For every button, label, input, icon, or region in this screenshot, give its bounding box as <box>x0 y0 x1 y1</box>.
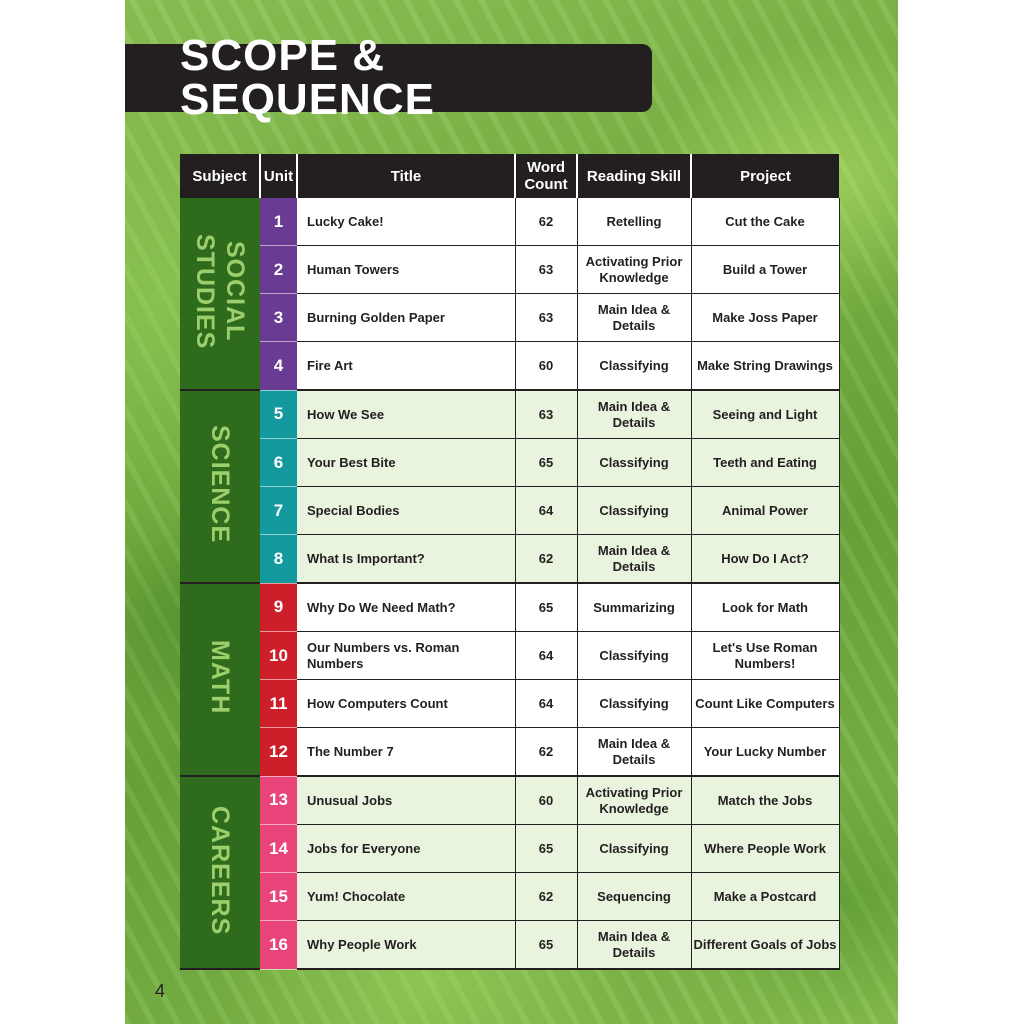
reading-skill: Classifying <box>577 487 691 535</box>
unit-number: 1 <box>260 198 297 246</box>
table-row <box>180 487 839 535</box>
project: Where People Work <box>691 825 839 873</box>
subject-social-studies <box>180 198 260 390</box>
page-title: SCOPE & SEQUENCE <box>180 31 435 124</box>
unit-number: 13 <box>260 776 297 825</box>
reading-skill: Classifying <box>577 680 691 728</box>
project: Animal Power <box>691 487 839 535</box>
unit-number: 7 <box>260 487 297 535</box>
table-row <box>180 342 839 391</box>
reading-skill: Activating Prior Knowledge <box>577 776 691 825</box>
subject-science <box>180 390 260 583</box>
table-row <box>180 921 839 970</box>
reading-skill: Summarizing <box>577 583 691 632</box>
subject-label: SCIENCE <box>206 425 234 544</box>
project: Look for Math <box>691 583 839 632</box>
scope-sequence-table <box>180 154 840 970</box>
project: Your Lucky Number <box>691 728 839 777</box>
unit-number: 11 <box>260 680 297 728</box>
unit-title: Lucky Cake! <box>297 198 515 246</box>
word-count: 65 <box>515 921 577 970</box>
unit-number: 9 <box>260 583 297 632</box>
word-count: 64 <box>515 487 577 535</box>
project: How Do I Act? <box>691 535 839 584</box>
word-count: 62 <box>515 728 577 777</box>
word-count: 62 <box>515 873 577 921</box>
reading-skill: Main Idea & Details <box>577 294 691 342</box>
reading-skill: Classifying <box>577 439 691 487</box>
unit-title: How We See <box>297 390 515 439</box>
table-row <box>180 198 839 246</box>
word-count: 62 <box>515 198 577 246</box>
column-header-title: Title <box>297 154 515 198</box>
table-row <box>180 294 839 342</box>
word-count: 64 <box>515 632 577 680</box>
word-count: 65 <box>515 825 577 873</box>
project: Let's Use Roman Numbers! <box>691 632 839 680</box>
unit-title: Why People Work <box>297 921 515 970</box>
page-number: 4 <box>155 981 166 1001</box>
column-header-word-count: Word Count <box>515 154 577 198</box>
unit-number: 12 <box>260 728 297 777</box>
project: Make String Drawings <box>691 342 839 391</box>
unit-title: Special Bodies <box>297 487 515 535</box>
reading-skill: Activating Prior Knowledge <box>577 246 691 294</box>
word-count: 63 <box>515 390 577 439</box>
word-count: 65 <box>515 583 577 632</box>
unit-title: Human Towers <box>297 246 515 294</box>
reading-skill: Retelling <box>577 198 691 246</box>
unit-number: 3 <box>260 294 297 342</box>
unit-number: 4 <box>260 342 297 391</box>
word-count: 60 <box>515 776 577 825</box>
unit-title: Yum! Chocolate <box>297 873 515 921</box>
subject-label: SOCIAL STUDIES <box>191 233 249 350</box>
project: Different Goals of Jobs <box>691 921 839 970</box>
word-count: 63 <box>515 246 577 294</box>
reading-skill: Main Idea & Details <box>577 390 691 439</box>
subject-label: CAREERS <box>206 805 234 936</box>
reading-skill: Main Idea & Details <box>577 728 691 777</box>
unit-title: Unusual Jobs <box>297 776 515 825</box>
subject-math <box>180 583 260 776</box>
unit-number: 2 <box>260 246 297 294</box>
word-count: 65 <box>515 439 577 487</box>
project: Teeth and Eating <box>691 439 839 487</box>
page <box>125 0 898 1024</box>
table-row <box>180 632 839 680</box>
project: Build a Tower <box>691 246 839 294</box>
table-row <box>180 825 839 873</box>
unit-title: Your Best Bite <box>297 439 515 487</box>
table-row <box>180 246 839 294</box>
unit-title: How Computers Count <box>297 680 515 728</box>
subject-label: MATH <box>206 640 234 715</box>
table-row <box>180 583 839 632</box>
table-row <box>180 439 839 487</box>
project: Match the Jobs <box>691 776 839 825</box>
unit-number: 6 <box>260 439 297 487</box>
project: Make Joss Paper <box>691 294 839 342</box>
unit-number: 10 <box>260 632 297 680</box>
word-count: 64 <box>515 680 577 728</box>
table-row <box>180 776 839 825</box>
unit-number: 16 <box>260 921 297 970</box>
unit-title: Fire Art <box>297 342 515 391</box>
unit-title: The Number 7 <box>297 728 515 777</box>
table-row <box>180 680 839 728</box>
project: Cut the Cake <box>691 198 839 246</box>
reading-skill: Main Idea & Details <box>577 535 691 584</box>
word-count: 60 <box>515 342 577 391</box>
column-header-unit: Unit <box>260 154 297 198</box>
unit-title: Why Do We Need Math? <box>297 583 515 632</box>
unit-title: What Is Important? <box>297 535 515 584</box>
project: Make a Postcard <box>691 873 839 921</box>
project: Seeing and Light <box>691 390 839 439</box>
unit-title: Burning Golden Paper <box>297 294 515 342</box>
unit-number: 14 <box>260 825 297 873</box>
table-row <box>180 390 839 439</box>
table-header-row <box>180 154 839 198</box>
reading-skill: Classifying <box>577 342 691 391</box>
subject-careers <box>180 776 260 969</box>
unit-title: Our Numbers vs. Roman Numbers <box>297 632 515 680</box>
word-count: 63 <box>515 294 577 342</box>
project: Count Like Computers <box>691 680 839 728</box>
column-header-subject: Subject <box>180 154 260 198</box>
unit-number: 8 <box>260 535 297 584</box>
table-row <box>180 873 839 921</box>
unit-number: 5 <box>260 390 297 439</box>
table-row <box>180 728 839 777</box>
reading-skill: Classifying <box>577 825 691 873</box>
title-banner <box>125 31 652 124</box>
column-header-project: Project <box>691 154 839 198</box>
unit-number: 15 <box>260 873 297 921</box>
unit-title: Jobs for Everyone <box>297 825 515 873</box>
reading-skill: Classifying <box>577 632 691 680</box>
reading-skill: Main Idea & Details <box>577 921 691 970</box>
word-count: 62 <box>515 535 577 584</box>
column-header-reading-skill: Reading Skill <box>577 154 691 198</box>
reading-skill: Sequencing <box>577 873 691 921</box>
table-row <box>180 535 839 584</box>
